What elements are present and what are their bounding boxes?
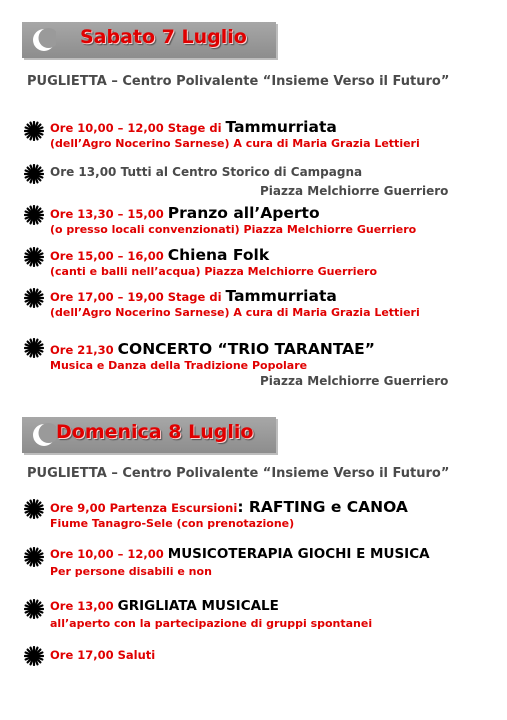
event-location: Piazza Melchiorre Guerriero <box>260 374 449 388</box>
day2-header <box>22 417 276 453</box>
asterisk-star-icon <box>24 164 44 184</box>
event-line1 <box>50 648 155 662</box>
event-line1 <box>50 546 430 562</box>
event-time: Ore 17,00 Saluti <box>50 648 156 662</box>
event-title: Tammurriata <box>225 118 337 136</box>
event-detail: (canti e balli nell’acqua) Piazza Melchiorre Guerriero <box>50 265 378 278</box>
asterisk-star-icon <box>24 338 44 358</box>
event-line1 <box>50 287 337 305</box>
event-title: MUSICOTERAPIA GIOCHI E MUSICA <box>167 546 430 562</box>
event-title: CONCERTO “TRIO TARANTAE” <box>117 340 375 358</box>
event-title: Tammurriata <box>225 287 337 305</box>
event-detail: Musica e Danza della Tradizione Popolare <box>50 359 308 372</box>
event-detail: (o presso locali convenzionati) Piazza Melchiorre Guerriero <box>50 223 417 236</box>
event-time: Ore 10,00 – 12,00 <box>50 547 168 561</box>
asterisk-star-icon <box>24 121 44 141</box>
asterisk-star-icon <box>24 599 44 619</box>
event-time: Ore 9,00 Partenza Escursioni <box>50 501 238 515</box>
asterisk-star-icon <box>24 499 44 519</box>
asterisk-star-icon <box>24 646 44 666</box>
event-time: Ore 17,00 – 19,00 Stage di <box>50 290 226 304</box>
event-time: Ore 10,00 – 12,00 Stage di <box>50 121 226 135</box>
asterisk-star-icon <box>24 247 44 267</box>
asterisk-star-icon <box>24 547 44 567</box>
day2-title: Domenica 8 Luglio <box>56 421 254 443</box>
event-time: Ore 13,30 – 15,00 <box>50 207 168 221</box>
event-line1 <box>50 246 269 264</box>
event-line1 <box>50 204 320 222</box>
asterisk-star-icon <box>24 288 44 308</box>
crescent-moon-icon <box>32 28 56 52</box>
event-detail: (dell’Agro Nocerino Sarnese) A cura di Maria Grazia Lettieri <box>50 306 420 319</box>
event-detail: Fiume Tanagro-Sele (con prenotazione) <box>50 517 295 530</box>
event-title: : RAFTING e CANOA <box>237 498 408 516</box>
event-time: Ore 13,00 <box>50 599 118 613</box>
crescent-moon-icon <box>32 423 56 447</box>
day1-venue: PUGLIETTA – Centro Polivalente “Insieme Verso il Futuro” <box>27 74 450 89</box>
asterisk-star-icon <box>24 205 44 225</box>
event-line1 <box>50 340 375 358</box>
event-location: Piazza Melchiorre Guerriero <box>260 184 449 198</box>
event-time: Ore 15,00 – 16,00 <box>50 249 168 263</box>
event-detail: all’aperto con la partecipazione di gruppi spontanei <box>50 617 373 630</box>
event-title: Pranzo all’Aperto <box>167 204 320 222</box>
event-title: Chiena Folk <box>167 246 270 264</box>
event-line1 <box>50 598 279 614</box>
event-time: Ore 21,30 <box>50 343 118 357</box>
event-detail: (dell’Agro Nocerino Sarnese) A cura di Maria Grazia Lettieri <box>50 137 420 150</box>
event-detail: Per persone disabili e non <box>50 565 212 578</box>
event-title: GRIGLIATA MUSICALE <box>117 598 279 614</box>
event-line1 <box>50 118 337 136</box>
day1-header <box>22 22 276 58</box>
event-line1 <box>50 498 408 516</box>
day2-venue: PUGLIETTA – Centro Polivalente “Insieme Verso il Futuro” <box>27 466 450 481</box>
event-text: Ore 13,00 Tutti al Centro Storico di Campagna <box>50 165 363 179</box>
day1-title: Sabato 7 Luglio <box>80 26 247 48</box>
